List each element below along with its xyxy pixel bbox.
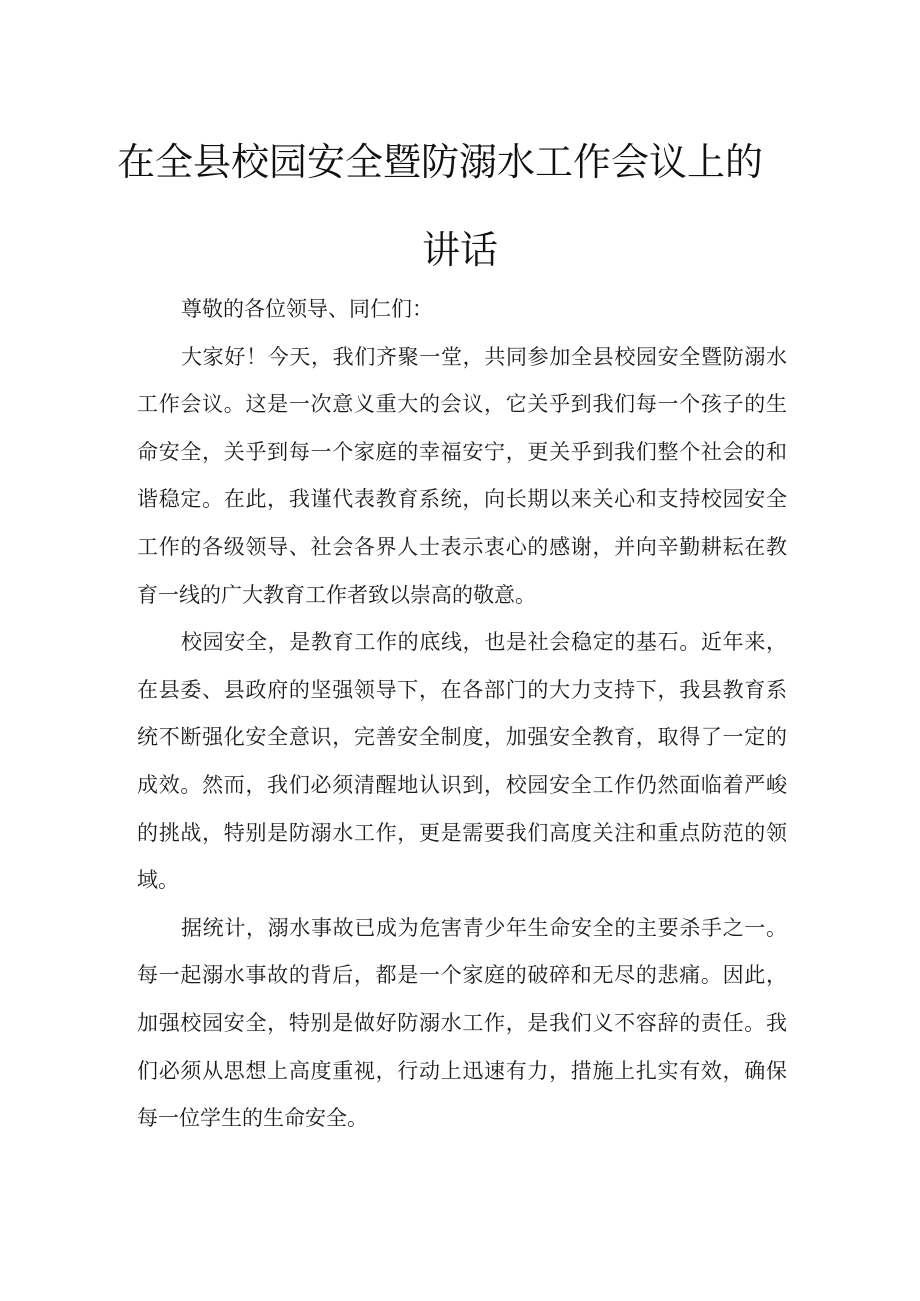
- paragraph-3: 据统计，溺水事故已成为危害青少年生命安全的主要杀手之一。每一起溺水事故的背后，都是一个家庭的破碎和无尽的悲痛。因此，加强校园安全，特别是做好防溺水工作，是我们义不容辞的责任。我们必须从思想上高度重视，行动上迅速有力，措施上扎实有效，确保每一位学生的生命安全。: [137, 915, 787, 1131]
- salutation: 尊敬的各位领导、同仁们：: [181, 297, 433, 321]
- paragraph-2: 校园安全，是教育工作的底线，也是社会稳定的基石。近年来，在县委、县政府的坚强领导下，在各部门的大力支持下，我县教育系统不断强化安全意识，完善安全制度，加强安全教育，取得了一定的成效。然而，我们必须清醒地认识到，校园安全工作仍然面临着严峻的挑战，特别是防溺水工作，更是需要我们高度关注和重点防范的领域。: [137, 630, 787, 893]
- document-title-line-1: 在全县校园安全暨防溺水工作会议上的: [116, 140, 763, 184]
- paragraph-1: 大家好！今天，我们齐聚一堂，共同参加全县校园安全暨防溺水工作会议。这是一次意义重大的会议，它关乎到我们每一个孩子的生命安全，关乎到每一个家庭的幸福安宁，更关乎到我们整个社会的和谐稳定。在此，我谨代表教育系统，向长期以来关心和支持校园安全工作的各级领导、社会各界人士表示衷心的感谢，并向辛勤耕耘在教育一线的广大教育工作者致以崇高的敬意。: [137, 344, 787, 607]
- document-body: [137, 286, 787, 1143]
- document-title-line-2: 讲话: [421, 228, 498, 272]
